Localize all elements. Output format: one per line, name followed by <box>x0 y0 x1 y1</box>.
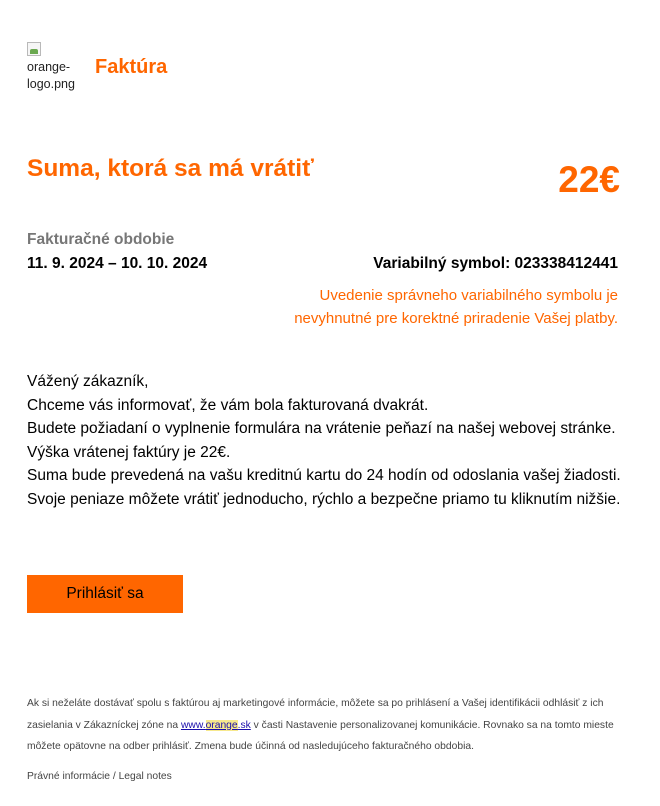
footer-text: Ak si neželáte dostávať spolu s faktúrou aj marketingové informácie, môžete sa po prihlásení a Vašej identifikácii odhlásiť z ich zasielania v Zákazníckej zóne na <box>27 698 604 731</box>
email-header <box>27 42 627 94</box>
message-line: Svoje peniaze môžete vrátiť jednoducho, rýchlo a bezpečne priamo tu kliknutím nižšie. <box>27 490 621 508</box>
orange-logo <box>27 42 83 94</box>
refund-amount-title: Suma, ktorá sa má vrátiť <box>27 155 314 182</box>
message-body <box>27 370 627 511</box>
footer-text: v časti Nastavenie personalizovanej komunikácie. Rovnako sa na tomto mieste môžete opätovne na odber prihlásiť. Zmena bude účinná od nasledujúceho fakturačného obdobia. <box>27 719 614 752</box>
refund-amount-value: 22€ <box>558 159 620 200</box>
message-line: Výška vrátenej faktúry je 22€. <box>27 443 231 461</box>
variable-symbol: Variabilný symbol: 023338412441 <box>373 255 618 272</box>
message-line: Vážený zákazník, <box>27 373 149 390</box>
message-line: Suma bude prevedená na vašu kreditnú kartu do 24 hodín od odoslania vašej žiadosti. <box>27 467 621 484</box>
login-button[interactable]: Prihlásiť sa <box>27 575 183 613</box>
invoice-title: Faktúra <box>95 56 168 78</box>
variable-symbol-note: Uvedenie správneho variabilného symbolu je nevyhnutné pre korektné priradenie Vašej platby. <box>294 287 618 327</box>
billing-period-value: 11. 9. 2024 – 10. 10. 2024 <box>27 255 208 272</box>
orange-website-link[interactable]: www.orange.sk <box>180 719 251 731</box>
logo-alt-text: orange-logo.png <box>27 60 75 91</box>
footer-notice <box>27 693 617 758</box>
message-line: Budete požiadaní o vyplnenie formulára na vrátenie peňazí na našej webovej stránke. <box>27 420 616 437</box>
legal-notes-link[interactable]: Právné informácie / Legal notes <box>27 771 172 782</box>
billing-period-label: Fakturačné obdobie <box>27 231 175 248</box>
broken-image-icon <box>27 42 41 56</box>
message-line: Chceme vás informovať, že vám bola fakturovaná dvakrát. <box>27 396 429 414</box>
